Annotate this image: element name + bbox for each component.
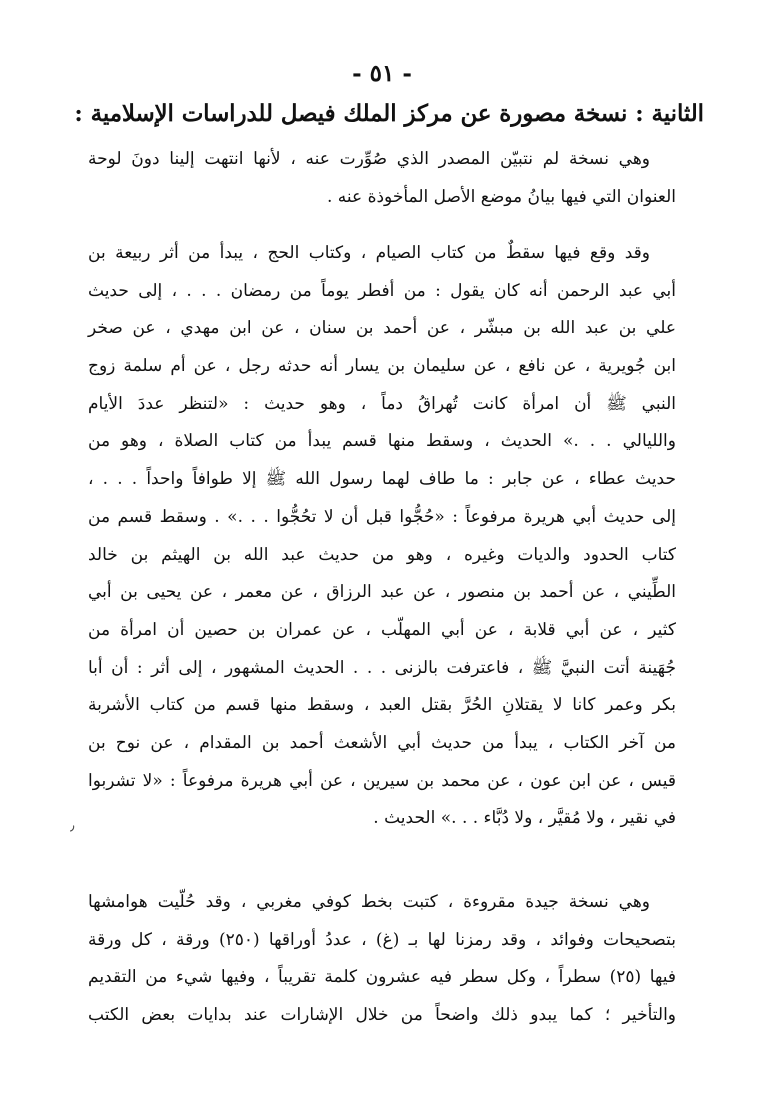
section-heading: الثانية : نسخة مصورة عن مركز الملك فيصل للدراسات الإسلامية : [74,101,704,127]
text-line: النبي ﷺ أن امرأة كانت تُهراقُ دماً ، وهو حديث : «لتنظر عددَ الأيام [88,393,676,414]
text-line: كثير ، عن أبي قلابة ، عن أبي المهلّب ، عن عمران بن حصين أن امرأة من [88,619,676,640]
text-line: وهي نسخة جيدة مقروءة ، كتبت بخط كوفي مغربي ، وقد حُلّيت هوامشها [88,892,650,912]
text-line: ابن جُويرية ، عن نافع ، عن سليمان بن يسار أنه حدثه رجل ، عن أم سلمة زوج [88,356,676,377]
text-line: من آخر الكتاب ، يبدأ من حديث أبي الأشعث أحمد بن المقدام ، عن نوح بن [88,732,676,753]
text-line: حديث عطاء ، عن جابر : ما طاف لهما رسول الله ﷺ إلا طوافاً واحداً . . . ، [88,469,676,490]
text-line: فيها (٢٥) سطراً ، وكل سطر فيه عشرون كلمة تقريباً ، وفيها شيء من التقديم [88,967,676,988]
text-line: علي بن عبد الله بن مبشّر ، عن أحمد بن سنان ، عن ابن مهدي ، عن صخر [88,318,676,339]
text-line: بتصحيحات وفوائد ، وقد رمزنا لها بـ (غ) ، عددُ أوراقها (٢٥٠) ورقة ، كل ورقة [88,929,676,950]
text-line: في نقير ، ولا مُقيَّر ، ولا دُبَّاء . . .» الحديث . [373,808,676,829]
text-line: وقد وقع فيها سقطٌ من كتاب الصيام ، وكتاب الحج ، يبدأ من أثر ربيعة بن [88,243,650,263]
paragraph-3 [88,884,676,1035]
page-number: - ٥١ - [352,60,412,87]
text-line: قيس ، عن ابن عون ، عن محمد بن سيرين ، عن أبي هريرة مرفوعاً : «لا تشربوا [88,770,676,791]
text-line: والتأخير ؛ كما يبدو ذلك واضحاً من خلال الإشارات عند بدايات بعض الكتب [88,1005,676,1026]
paragraph-1 [88,141,676,216]
margin-mark: ٫ [70,818,75,834]
text-line: وهي نسخة لم نتبيّن المصدر الذي صُوِّرت عنه ، لأنها انتهت إلينا دونَ لوحة [88,149,650,169]
text-line: أبي عبد الرحمن أنه كان يقول : من أفطر يوماً من رمضان . . . ، إلى حديث [88,280,676,301]
paragraph-2 [88,235,676,838]
text-line: كتاب الحدود والديات وغيره ، وهو من حديث عبد الله بن الهيثم بن خالد [88,544,676,565]
text-line: إلى حديث أبي هريرة مرفوعاً : «حُجُّوا قبل أن لا تحُجُّوا . . .» . وسقط قسم من [88,506,676,527]
text-line: جُهَينة أتت النبيَّ ﷺ ، فاعترفت بالزنى . . . الحديث المشهور ، إلى أثر : أن أبا [88,657,676,678]
text-line: العنوان التي فيها بيانُ موضع الأصل المأخوذة عنه . [326,186,676,207]
text-line: الطِّيني ، عن أحمد بن منصور ، عن عبد الرزاق ، عن معمر ، عن يحيى بن أبي [88,582,676,603]
text-line: والليالي . . .» الحديث ، وسقط منها قسم يبدأ من كتاب الصلاة ، وهو من [88,431,676,452]
text-line: بكر وعمر كانا لا يقتلانِ الحُرَّ بقتل العبد ، وسقط منها قسم من كتاب الأشربة [88,695,676,716]
